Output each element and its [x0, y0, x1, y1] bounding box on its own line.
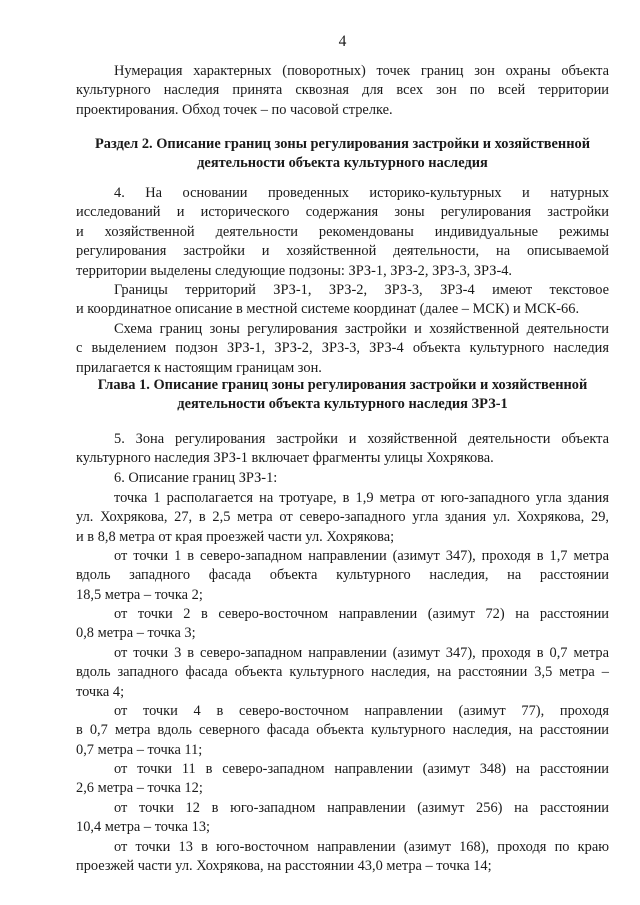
text-line: от точки 3 в северо-западном направлении (азимут 347), проходя в 0,7 метра [114, 645, 609, 661]
paragraph-5 [76, 430, 609, 469]
boundary-point-item [76, 547, 609, 605]
text-line: вдоль западного фасада объекта культурного наследия, на расстоянии 3,5 метра – [76, 664, 609, 681]
scheme-paragraph [76, 320, 609, 378]
boundary-point-item [76, 644, 609, 702]
heading-line: деятельности объекта культурного наследия ЗРЗ-1 [177, 396, 508, 413]
text-line: от точки 13 в юго-восточном направлении (азимут 168), проходя по краю [114, 839, 609, 855]
text-line: вдоль западного фасада объекта культурного наследия, на расстоянии [76, 567, 609, 584]
text-line: от точки 2 в северо-восточном направлении (азимут 72) на расстоянии [114, 606, 609, 622]
boundary-point-item [76, 799, 609, 838]
text-line: 10,4 метра – точка 13; [76, 819, 211, 836]
heading-line: Глава 1. Описание границ зоны регулирования застройки и хозяйственной [97, 377, 588, 393]
boundary-point-item [76, 838, 609, 877]
text-line: 6. Описание границ ЗРЗ-1: [114, 470, 278, 486]
text-line: культурного наследия ЗРЗ-1 включает фрагменты улицы Хохрякова. [76, 450, 494, 467]
text-line: проектирования. Обход точек – по часовой стрелке. [76, 101, 393, 118]
text-line: ул. Хохрякова, 27, в 2,5 метра от северо-западного угла здания ул. Хохрякова, 29, [76, 509, 609, 526]
text-line: прилагается к настоящим границам зон. [76, 359, 322, 376]
text-line: и в 8,8 метра от края проезжей части ул. Хохрякова; [76, 528, 395, 545]
text-line: от точки 12 в юго-западном направлении (азимут 256) на расстоянии [114, 800, 609, 816]
text-line: и координатное описание в местной системе координат (далее – МСК) и МСК-66. [76, 301, 580, 318]
text-line: 18,5 метра – точка 2; [76, 586, 203, 603]
text-line: от точки 11 в северо-западном направлении (азимут 348) на расстоянии [114, 761, 609, 777]
text-line: 0,7 метра – точка 11; [76, 741, 203, 758]
chapter-1-heading [76, 376, 609, 415]
text-line: в 0,7 метра вдоль северного фасада объекта культурного наследия, на расстоянии [76, 722, 609, 739]
text-line: исследований и исторического содержания зоны регулирования застройки [76, 204, 609, 221]
text-line: 4. На основании проведенных историко-культурных и натурных [114, 185, 609, 201]
boundary-point-item [76, 760, 609, 799]
text-line: регулирования застройки и хозяйственной деятельности, на описываемой [76, 243, 609, 260]
text-line: 5. Зона регулирования застройки и хозяйственной деятельности объекта [114, 431, 609, 447]
page-number: 4 [338, 33, 347, 50]
boundary-point-item [76, 702, 609, 760]
heading-line: деятельности объекта культурного наследия [197, 155, 488, 172]
boundary-point-item [76, 489, 609, 547]
heading-line: Раздел 2. Описание границ зоны регулирования застройки и хозяйственной [94, 136, 591, 152]
text-line: с выделением подзон ЗРЗ-1, ЗРЗ-2, ЗРЗ-3, ЗРЗ-4 объекта культурного наследия [76, 340, 609, 357]
paragraph-6 [76, 469, 609, 488]
text-line: Нумерация характерных (поворотных) точек границ зон охраны объекта [114, 63, 609, 79]
text-line: от точки 4 в северо-восточном направлении (азимут 77), проходя [114, 703, 609, 719]
text-line: проезжей части ул. Хохрякова, на расстоянии 43,0 метра – точка 14; [76, 858, 492, 875]
intro-paragraph [76, 62, 609, 120]
text-line: от точки 1 в северо-западном направлении (азимут 347), проходя в 1,7 метра [114, 548, 609, 564]
text-line: точка 4; [76, 683, 125, 700]
text-line: Границы территорий ЗРЗ-1, ЗРЗ-2, ЗРЗ-3, ЗРЗ-4 имеют текстовое [114, 282, 609, 298]
text-line: точка 1 располагается на тротуаре, в 1,9 метра от юго-западного угла здания [114, 490, 609, 506]
text-line: Схема границ зоны регулирования застройки и хозяйственной деятельности [114, 321, 609, 337]
boundary-point-item [76, 605, 609, 644]
text-line: территории выделены следующие подзоны: ЗРЗ-1, ЗРЗ-2, ЗРЗ-3, ЗРЗ-4. [76, 262, 513, 279]
section-2-heading [76, 135, 609, 174]
text-line: культурного наследия принята сквозная для всех зон по всей территории [76, 82, 609, 99]
paragraph-4 [76, 184, 609, 281]
text-line: 2,6 метра – точка 12; [76, 780, 203, 797]
bounds-paragraph [76, 281, 609, 320]
text-line: 0,8 метра – точка 3; [76, 625, 196, 642]
text-line: и хозяйственной деятельности рекомендованы индивидуальные режимы [76, 223, 609, 240]
